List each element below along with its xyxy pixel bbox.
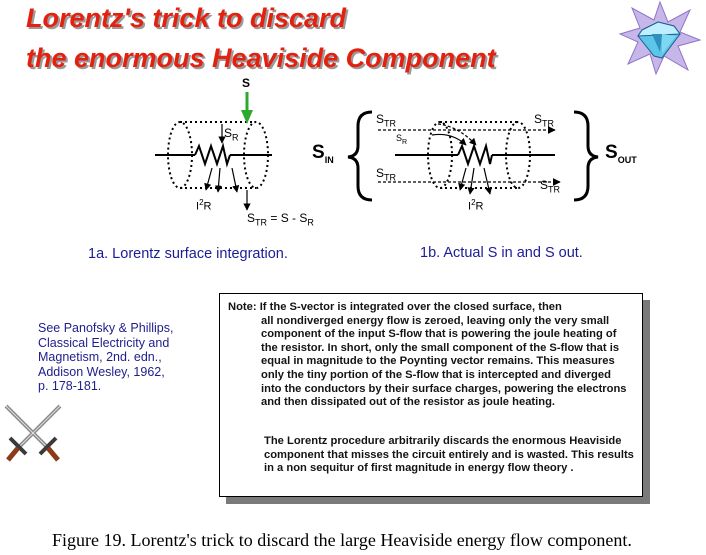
- caption-1b: 1b. Actual S in and S out.: [420, 245, 583, 261]
- resistor-b: [458, 146, 492, 164]
- figure-caption: Figure 19. Lorentz's trick to discard the large Heaviside energy flow component.: [52, 530, 632, 550]
- title-line-1: Lorentz's trick to discard: [26, 3, 346, 33]
- brace-left: [348, 112, 372, 200]
- s-input-label: S: [242, 76, 251, 90]
- note-paragraph-2: The Lorentz procedure arbitrarily discards the enormous Heaviside component that misses the circuit entirely and is wasted. This results in a non sequitur of first magnitude in energy flow theory .: [264, 435, 634, 475]
- s-in-label: $S_{IN}$: [312, 142, 334, 165]
- i2r-label-a: $I^2R$: [196, 198, 212, 213]
- str-top-right: $S_{TR}$: [534, 112, 555, 129]
- heat-arrow-a1: [218, 168, 220, 192]
- i2r-label-b: $I^2R$: [468, 198, 484, 213]
- diagram-a-drawing: [155, 92, 272, 210]
- str-top-left: $S_{TR}$: [376, 112, 397, 129]
- heat-arrow-a2: [232, 168, 237, 192]
- note-body: all nondiverged energy flow is zeroed, leaving only the very small component of the input S-flow that is powering the joule heating of the resistor. In short, only the small component of the S-flow that is equal in magnitude to the Poynting vector remains. This measures only the tiny portion of the S-flow that is intercepted and diverged into the conductors by their surface charges, powering the electrons and then dissipated out of the resistor as joule heating.: [261, 314, 627, 409]
- brace-right: [574, 112, 598, 200]
- s-out-label: $S_{OUT}$: [605, 142, 637, 165]
- caption-1a: 1a. Lorentz surface integration.: [88, 246, 288, 262]
- reference-line: Magnetism, 2nd. edn.,: [38, 350, 162, 364]
- reference-line: p. 178-181.: [38, 379, 102, 393]
- sr-label-a: $S_R$: [224, 126, 239, 143]
- str-equation: $S_{TR} = S - S_R$: [247, 211, 314, 228]
- reference-line: See Panofsky & Phillips,: [38, 321, 174, 335]
- heat-arrow-b2: [484, 168, 490, 194]
- sr-curve-1: [432, 134, 466, 145]
- note-paragraph-1: [228, 301, 632, 410]
- reference-line: Addison Wesley, 1962,: [38, 364, 165, 379]
- note-box: [219, 293, 643, 497]
- sr-small-label: $S_R$: [396, 133, 408, 146]
- str-bottom-right: $S_{TR}$: [540, 178, 561, 195]
- heat-arrow-b3: [460, 168, 466, 190]
- heat-arrow-b1: [470, 168, 474, 194]
- reference-line: Classical Electricity and: [38, 335, 170, 350]
- str-bottom-left: $S_{TR}$: [376, 166, 397, 183]
- crossed-swords-icon: [2, 402, 64, 466]
- note-lead: Note: If the S-vector is integrated over the closed surface, then: [228, 301, 562, 313]
- resistor-a: [195, 146, 230, 164]
- title-line-2: the enormous Heaviside Component: [26, 43, 496, 73]
- reference-citation: [38, 321, 218, 394]
- heat-arrow-a3: [206, 168, 212, 190]
